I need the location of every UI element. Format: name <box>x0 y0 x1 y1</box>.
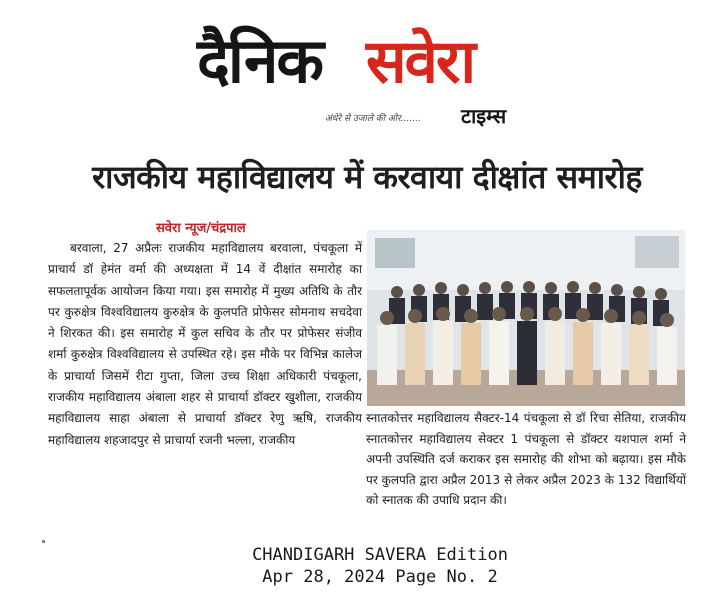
masthead-name-part2: सवेरा <box>366 27 474 97</box>
edition-date-page: Apr 28, 2024 Page No. 2 <box>262 567 498 587</box>
masthead-tagline: अंधेरे से उजाले की ओर....... <box>325 114 421 124</box>
group-photo <box>367 230 685 406</box>
masthead-name-part1: दैनिक <box>197 24 323 97</box>
edition-name: CHANDIGARH SAVERA Edition <box>252 545 508 565</box>
group-photo-illustration <box>367 230 685 406</box>
left-column-text: बरवाला, 27 अप्रैलः राजकीय महाविद्यालय बरवाला, पंचकूला में प्राचार्य डॉ हेमंत वर्मा की अध्यक्षता में 14 वें दीक्षांत समारोह का सफलतापूर्वक आयोजन किया गया। इस समारोह में मुख्य अतिथि के तौर पर कुरुक्षेत्र विश्वविद्यालय कुरुक्षेत्र के कुलपति प्रोफेसर सोमनाथ सचदेवा ने शिरकत की। इस समारोह में कुल सचिव के तौर पर प्रोफेसर संजीव शर्मा कुरुक्षेत्र विश्वविद्यालय से उपस्थित रहे। इस मौके पर विभिन्न कालेज के प्राचार्या जिसमें रीटा गुप्ता, जिला उच्च शिक्षा अधिकारी पंचकूला, राजकीय महाविद्यालय अंबाला शहर से प्राचार्या डॉक्टर खुशीला, राजकीय महाविद्यालय साहा अंबाला से प्राचार्या डॉक्टर रेणु ऋषि, राजकीय महाविद्यालय शहजादपुर से प्राचार्या रजनी भल्ला, राजकीय <box>48 241 362 447</box>
edition-footer <box>160 544 600 588</box>
masthead-suffix: टाइम्स <box>461 104 507 128</box>
page-edge-mark <box>42 540 45 543</box>
article-headline: राजकीय महाविद्यालय में करवाया दीक्षांत समारोह <box>92 158 642 196</box>
right-column-text: स्नातकोत्तर महाविद्यालय सैक्टर-14 पंचकूला से डॉ रिचा सेतिया, राजकीय स्नातकोत्तर महाविद्यालय सेक्टर 1 पंचकूला से डॉक्टर यशपाल शर्मा ने अपनी उपस्थिति दर्ज कराकर इस समारोह की शोभा को बढ़ाया। इस मौके पर कुलपति द्वारा अप्रैल 2013 से लेकर अप्रैल 2023 के 132 विद्यार्थियों को स्नातक की उपाधि प्रदान की। <box>366 411 686 508</box>
article-byline: सवेरा न्यूज/चंद्रपाल <box>156 221 246 236</box>
masthead <box>0 0 717 140</box>
article-right-column <box>366 408 686 511</box>
article-left-column <box>48 238 362 451</box>
